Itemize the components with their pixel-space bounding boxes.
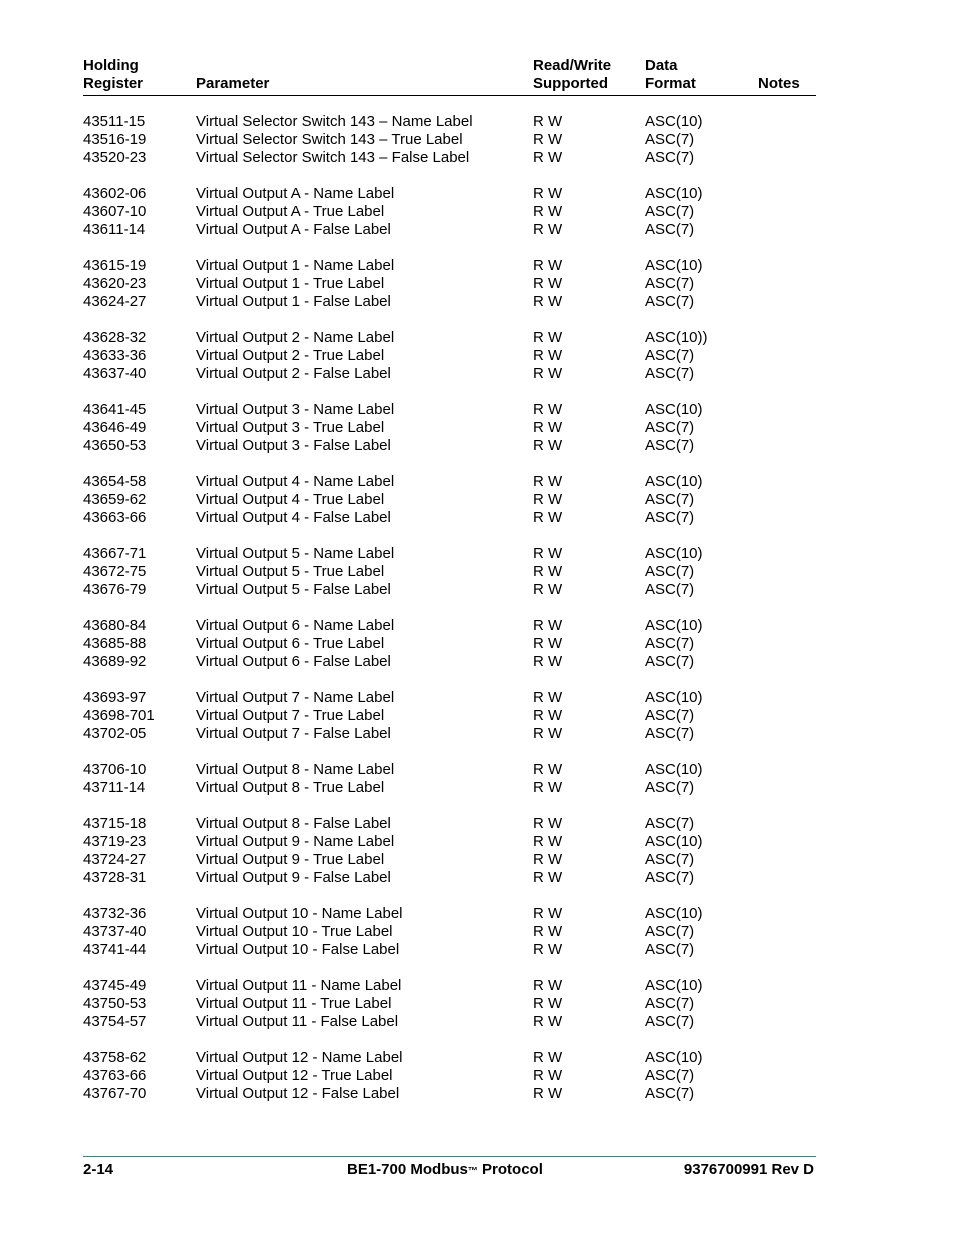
data-format-cell: ASC(10) xyxy=(645,905,703,922)
data-format-cell: ASC(10) xyxy=(645,257,703,274)
read-write-cell: R W xyxy=(533,563,563,580)
table-row xyxy=(83,437,816,455)
read-write-cell: R W xyxy=(533,779,563,796)
data-format-cell: ASC(7) xyxy=(645,995,695,1012)
data-format-cell: ASC(7) xyxy=(645,365,695,382)
table-row xyxy=(83,509,816,527)
read-write-cell: R W xyxy=(533,275,563,292)
register-group xyxy=(83,473,816,527)
register-cell: 43641-45 xyxy=(83,401,147,418)
table-row xyxy=(83,149,816,167)
data-format-cell: ASC(7) xyxy=(645,707,695,724)
register-table xyxy=(83,113,816,1121)
data-format-cell: ASC(7) xyxy=(645,491,695,508)
table-row xyxy=(83,779,816,797)
parameter-cell: Virtual Output 11 - Name Label xyxy=(196,977,402,994)
table-row xyxy=(83,851,816,869)
register-cell: 43607-10 xyxy=(83,203,147,220)
data-format-cell: ASC(7) xyxy=(645,221,695,238)
register-cell: 43511-15 xyxy=(83,113,146,130)
header-read-write: Read/Write Supported xyxy=(533,57,612,92)
table-row xyxy=(83,707,816,725)
read-write-cell: R W xyxy=(533,635,563,652)
read-write-cell: R W xyxy=(533,941,563,958)
data-format-cell: ASC(10) xyxy=(645,1049,703,1066)
data-format-cell: ASC(10) xyxy=(645,473,703,490)
register-group xyxy=(83,617,816,671)
parameter-cell: Virtual Output 8 - Name Label xyxy=(196,761,395,778)
read-write-cell: R W xyxy=(533,761,563,778)
parameter-cell: Virtual Output 11 - True Label xyxy=(196,995,392,1012)
data-format-cell: ASC(10)) xyxy=(645,329,708,346)
read-write-cell: R W xyxy=(533,509,563,526)
table-row xyxy=(83,581,816,599)
parameter-cell: Virtual Output 12 - False Label xyxy=(196,1085,400,1102)
parameter-cell: Virtual Output 1 - Name Label xyxy=(196,257,395,274)
parameter-cell: Virtual Output 2 - True Label xyxy=(196,347,385,364)
table-row xyxy=(83,329,816,347)
table-row xyxy=(83,491,816,509)
data-format-cell: ASC(7) xyxy=(645,923,695,940)
data-format-cell: ASC(7) xyxy=(645,869,695,886)
register-cell: 43698-701 xyxy=(83,707,155,724)
parameter-cell: Virtual Output 4 - False Label xyxy=(196,509,391,526)
register-group xyxy=(83,761,816,797)
register-cell: 43719-23 xyxy=(83,833,147,850)
header-notes: Notes xyxy=(758,75,800,92)
table-row xyxy=(83,545,816,563)
data-format-cell: ASC(7) xyxy=(645,581,695,598)
parameter-cell: Virtual Output 6 - False Label xyxy=(196,653,391,670)
data-format-cell: ASC(10) xyxy=(645,689,703,706)
data-format-cell: ASC(7) xyxy=(645,437,695,454)
table-row xyxy=(83,815,816,833)
parameter-cell: Virtual Output 3 - False Label xyxy=(196,437,391,454)
parameter-cell: Virtual Output 12 - Name Label xyxy=(196,1049,403,1066)
table-row xyxy=(83,941,816,959)
parameter-cell: Virtual Output 5 - True Label xyxy=(196,563,385,580)
register-cell: 43702-05 xyxy=(83,725,147,742)
data-format-cell: ASC(7) xyxy=(645,1085,695,1102)
register-cell: 43646-49 xyxy=(83,419,147,436)
data-format-cell: ASC(7) xyxy=(645,293,695,310)
parameter-cell: Virtual Output 12 - True Label xyxy=(196,1067,393,1084)
register-cell: 43685-88 xyxy=(83,635,147,652)
register-group xyxy=(83,329,816,383)
register-cell: 43615-19 xyxy=(83,257,147,274)
table-row xyxy=(83,1049,816,1067)
read-write-cell: R W xyxy=(533,293,563,310)
parameter-cell: Virtual Output 2 - Name Label xyxy=(196,329,395,346)
data-format-cell: ASC(7) xyxy=(645,725,695,742)
parameter-cell: Virtual Output 9 - True Label xyxy=(196,851,385,868)
register-group xyxy=(83,185,816,239)
data-format-cell: ASC(7) xyxy=(645,1013,695,1030)
parameter-cell: Virtual Output 3 - Name Label xyxy=(196,401,395,418)
read-write-cell: R W xyxy=(533,977,563,994)
register-cell: 43520-23 xyxy=(83,149,147,166)
register-cell: 43637-40 xyxy=(83,365,147,382)
register-cell: 43706-10 xyxy=(83,761,147,778)
data-format-cell: ASC(10) xyxy=(645,833,703,850)
table-row xyxy=(83,347,816,365)
table-row xyxy=(83,653,816,671)
parameter-cell: Virtual Output A - True Label xyxy=(196,203,385,220)
parameter-cell: Virtual Output A - False Label xyxy=(196,221,391,238)
table-row xyxy=(83,365,816,383)
parameter-cell: Virtual Output 7 - True Label xyxy=(196,707,385,724)
data-format-cell: ASC(7) xyxy=(645,563,695,580)
data-format-cell: ASC(10) xyxy=(645,977,703,994)
parameter-cell: Virtual Output 5 - False Label xyxy=(196,581,391,598)
read-write-cell: R W xyxy=(533,869,563,886)
data-format-cell: ASC(7) xyxy=(645,347,695,364)
register-cell: 43650-53 xyxy=(83,437,147,454)
data-format-cell: ASC(10) xyxy=(645,401,703,418)
read-write-cell: R W xyxy=(533,815,563,832)
register-group xyxy=(83,401,816,455)
register-cell: 43737-40 xyxy=(83,923,147,940)
register-group xyxy=(83,689,816,743)
parameter-cell: Virtual Output 8 - True Label xyxy=(196,779,385,796)
read-write-cell: R W xyxy=(533,653,563,670)
data-format-cell: ASC(7) xyxy=(645,203,695,220)
register-cell: 43602-06 xyxy=(83,185,147,202)
register-group xyxy=(83,815,816,887)
read-write-cell: R W xyxy=(533,329,563,346)
document-title: BE1-700 Modbus™ Protocol xyxy=(347,1161,543,1178)
register-group xyxy=(83,977,816,1031)
read-write-cell: R W xyxy=(533,203,563,220)
register-cell: 43689-92 xyxy=(83,653,147,670)
parameter-cell: Virtual Output 5 - Name Label xyxy=(196,545,395,562)
read-write-cell: R W xyxy=(533,437,563,454)
parameter-cell: Virtual Output 1 - False Label xyxy=(196,293,391,310)
table-row xyxy=(83,293,816,311)
read-write-cell: R W xyxy=(533,689,563,706)
read-write-cell: R W xyxy=(533,995,563,1012)
read-write-cell: R W xyxy=(533,491,563,508)
data-format-cell: ASC(7) xyxy=(645,815,695,832)
table-row xyxy=(83,131,816,149)
data-format-cell: ASC(7) xyxy=(645,653,695,670)
table-row xyxy=(83,1067,816,1085)
table-row xyxy=(83,473,816,491)
data-format-cell: ASC(7) xyxy=(645,635,695,652)
parameter-cell: Virtual Output 4 - Name Label xyxy=(196,473,395,490)
data-format-cell: ASC(7) xyxy=(645,851,695,868)
parameter-cell: Virtual Selector Switch 143 – Name Label xyxy=(196,113,473,130)
register-cell: 43516-19 xyxy=(83,131,147,148)
data-format-cell: ASC(7) xyxy=(645,149,695,166)
parameter-cell: Virtual Output 10 - False Label xyxy=(196,941,400,958)
read-write-cell: R W xyxy=(533,581,563,598)
table-row xyxy=(83,419,816,437)
register-cell: 43620-23 xyxy=(83,275,147,292)
read-write-cell: R W xyxy=(533,1013,563,1030)
table-header xyxy=(83,57,816,96)
read-write-cell: R W xyxy=(533,221,563,238)
parameter-cell: Virtual Output A - Name Label xyxy=(196,185,395,202)
read-write-cell: R W xyxy=(533,149,563,166)
table-row xyxy=(83,275,816,293)
parameter-cell: Virtual Output 7 - Name Label xyxy=(196,689,395,706)
data-format-cell: ASC(10) xyxy=(645,617,703,634)
table-row xyxy=(83,617,816,635)
read-write-cell: R W xyxy=(533,1067,563,1084)
read-write-cell: R W xyxy=(533,419,563,436)
read-write-cell: R W xyxy=(533,725,563,742)
table-row xyxy=(83,203,816,221)
data-format-cell: ASC(7) xyxy=(645,941,695,958)
data-format-cell: ASC(10) xyxy=(645,113,703,130)
table-row xyxy=(83,221,816,239)
register-cell: 43667-71 xyxy=(83,545,147,562)
table-row xyxy=(83,257,816,275)
register-cell: 43745-49 xyxy=(83,977,147,994)
register-cell: 43676-79 xyxy=(83,581,147,598)
data-format-cell: ASC(7) xyxy=(645,419,695,436)
register-group xyxy=(83,905,816,959)
data-format-cell: ASC(7) xyxy=(645,131,695,148)
read-write-cell: R W xyxy=(533,257,563,274)
header-data-format: Data Format xyxy=(645,57,696,92)
parameter-cell: Virtual Output 11 - False Label xyxy=(196,1013,399,1030)
read-write-cell: R W xyxy=(533,131,563,148)
register-cell: 43628-32 xyxy=(83,329,147,346)
table-row xyxy=(83,923,816,941)
table-row xyxy=(83,635,816,653)
parameter-cell: Virtual Output 9 - False Label xyxy=(196,869,391,886)
register-cell: 43724-27 xyxy=(83,851,147,868)
parameter-cell: Virtual Output 6 - True Label xyxy=(196,635,385,652)
register-cell: 43715-18 xyxy=(83,815,147,832)
register-cell: 43663-66 xyxy=(83,509,147,526)
register-cell: 43767-70 xyxy=(83,1085,147,1102)
parameter-cell: Virtual Output 10 - True Label xyxy=(196,923,393,940)
register-cell: 43728-31 xyxy=(83,869,147,886)
register-cell: 43672-75 xyxy=(83,563,147,580)
table-row xyxy=(83,761,816,779)
read-write-cell: R W xyxy=(533,1049,563,1066)
table-row xyxy=(83,977,816,995)
parameter-cell: Virtual Output 8 - False Label xyxy=(196,815,391,832)
read-write-cell: R W xyxy=(533,923,563,940)
header-register: Holding Register xyxy=(83,57,144,92)
parameter-cell: Virtual Output 10 - Name Label xyxy=(196,905,403,922)
read-write-cell: R W xyxy=(533,851,563,868)
document-number: 9376700991 Rev D xyxy=(683,1161,814,1178)
table-row xyxy=(83,689,816,707)
trademark-symbol: ™ xyxy=(467,1166,478,1177)
parameter-cell: Virtual Output 7 - False Label xyxy=(196,725,391,742)
register-cell: 43680-84 xyxy=(83,617,147,634)
read-write-cell: R W xyxy=(533,473,563,490)
register-cell: 43711-14 xyxy=(83,779,146,796)
read-write-cell: R W xyxy=(533,365,563,382)
header-parameter: Parameter xyxy=(196,75,270,92)
read-write-cell: R W xyxy=(533,905,563,922)
read-write-cell: R W xyxy=(533,833,563,850)
table-row xyxy=(83,1085,816,1103)
table-row xyxy=(83,113,816,131)
read-write-cell: R W xyxy=(533,545,563,562)
register-cell: 43758-62 xyxy=(83,1049,147,1066)
parameter-cell: Virtual Selector Switch 143 – False Label xyxy=(196,149,470,166)
register-cell: 43659-62 xyxy=(83,491,147,508)
register-cell: 43611-14 xyxy=(83,221,146,238)
read-write-cell: R W xyxy=(533,401,563,418)
register-cell: 43624-27 xyxy=(83,293,147,310)
data-format-cell: ASC(7) xyxy=(645,779,695,796)
register-cell: 43750-53 xyxy=(83,995,147,1012)
read-write-cell: R W xyxy=(533,1085,563,1102)
table-row xyxy=(83,905,816,923)
register-group xyxy=(83,257,816,311)
register-cell: 43654-58 xyxy=(83,473,147,490)
register-group xyxy=(83,1049,816,1103)
register-group xyxy=(83,545,816,599)
read-write-cell: R W xyxy=(533,617,563,634)
data-format-cell: ASC(7) xyxy=(645,275,695,292)
register-cell: 43763-66 xyxy=(83,1067,147,1084)
register-cell: 43754-57 xyxy=(83,1013,147,1030)
table-row xyxy=(83,563,816,581)
page-footer xyxy=(83,1156,816,1181)
table-row xyxy=(83,869,816,887)
page-number: 2-14 xyxy=(83,1161,114,1178)
data-format-cell: ASC(10) xyxy=(645,761,703,778)
register-cell: 43741-44 xyxy=(83,941,147,958)
table-row xyxy=(83,995,816,1013)
register-cell: 43633-36 xyxy=(83,347,147,364)
parameter-cell: Virtual Output 1 - True Label xyxy=(196,275,385,292)
table-row xyxy=(83,833,816,851)
parameter-cell: Virtual Output 3 - True Label xyxy=(196,419,385,436)
read-write-cell: R W xyxy=(533,707,563,724)
parameter-cell: Virtual Selector Switch 143 – True Label xyxy=(196,131,463,148)
data-format-cell: ASC(10) xyxy=(645,545,703,562)
parameter-cell: Virtual Output 9 - Name Label xyxy=(196,833,395,850)
register-cell: 43693-97 xyxy=(83,689,147,706)
table-row xyxy=(83,1013,816,1031)
data-format-cell: ASC(7) xyxy=(645,509,695,526)
parameter-cell: Virtual Output 4 - True Label xyxy=(196,491,385,508)
register-group xyxy=(83,113,816,167)
parameter-cell: Virtual Output 2 - False Label xyxy=(196,365,391,382)
data-format-cell: ASC(10) xyxy=(645,185,703,202)
parameter-cell: Virtual Output 6 - Name Label xyxy=(196,617,395,634)
read-write-cell: R W xyxy=(533,347,563,364)
table-row xyxy=(83,725,816,743)
table-row xyxy=(83,185,816,203)
read-write-cell: R W xyxy=(533,113,563,130)
table-row xyxy=(83,401,816,419)
data-format-cell: ASC(7) xyxy=(645,1067,695,1084)
register-cell: 43732-36 xyxy=(83,905,147,922)
read-write-cell: R W xyxy=(533,185,563,202)
